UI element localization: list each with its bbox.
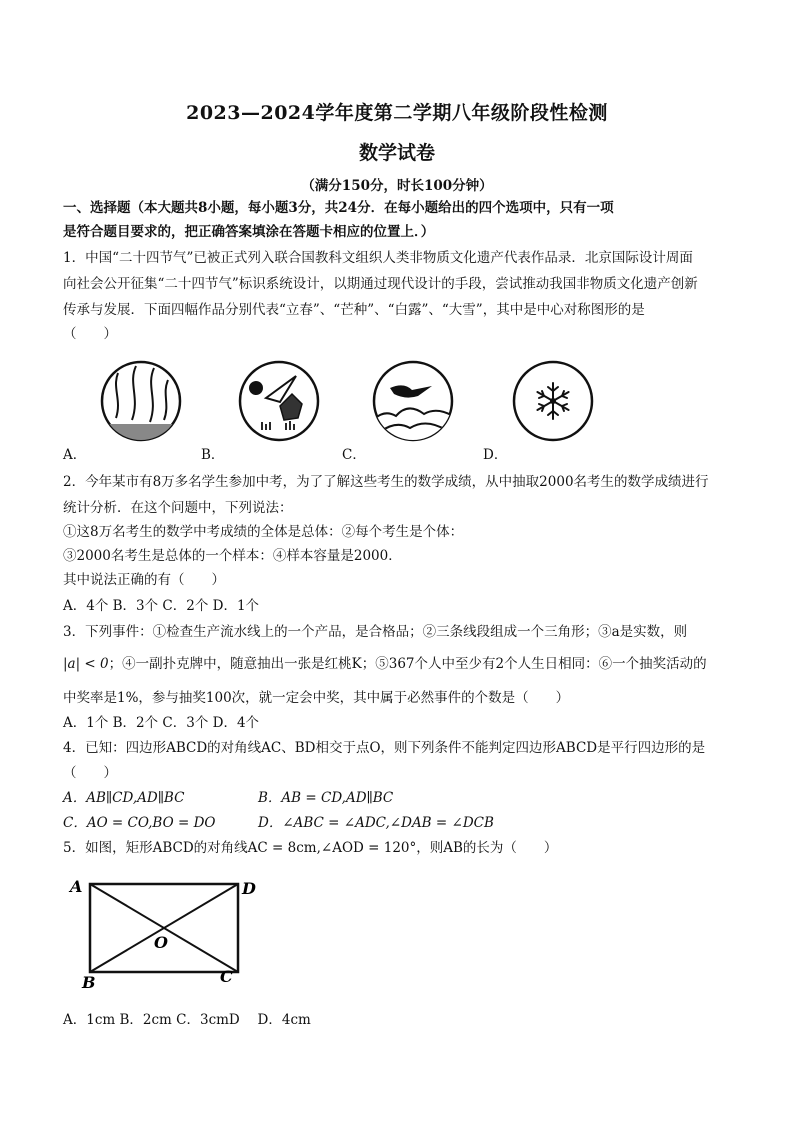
- exam-info: （满分150分，时长100分钟）: [301, 178, 493, 194]
- q1-option-d-label: D．: [483, 447, 508, 463]
- figure-c-bailu: [370, 358, 456, 444]
- q2-line1: 2．今年某市有8万多名学生参加中考，为了了解这些考生的数学成绩，从中抽取2000名考生的数学成绩进行: [63, 474, 709, 490]
- q5-label-o: O: [154, 933, 168, 952]
- q4-line2: （ ）: [63, 765, 117, 781]
- q4-line1: 4．已知：四边形ABCD的对角线AC、BD相交于点O，则下列条件不能判定四边形ABCD是平行四边形的是: [63, 740, 706, 756]
- q5-line1: 5．如图，矩形ABCD的对角线AC = 8cm,∠AOD = 120°，则AB的长为（ ）: [63, 840, 558, 856]
- q2-line2: 统计分析．在这个问题中，下列说法：: [63, 500, 293, 516]
- q4-option-d: D．∠ABC = ∠ADC,∠DAB = ∠DCB: [258, 815, 494, 831]
- q1-line3: 传承与发展．下面四幅作品分别代表“立春”、“芒种”、“白露”、“大雪”，其中是中心对称图形的是: [63, 302, 645, 318]
- q2-line4: ③2000名考生是总体的一个样本：④样本容量是2000．: [63, 548, 402, 564]
- q4-option-c: C．AO = CO,BO = DO: [63, 815, 216, 831]
- q3-options: A．1个 B．2个 C．3个 D．4个: [63, 715, 260, 731]
- q4-option-a: A．AB∥CD,AD∥BC: [63, 790, 185, 806]
- q5-label-c: C: [220, 967, 233, 986]
- q5-options: A．1cm B．2cm C．3cmD D．4cm: [63, 1012, 311, 1028]
- q1-line1: 1．中国“二十四节气”已被正式列入联合国教科文组织人类非物质文化遗产代表作品录．北京国际设计周面: [63, 250, 693, 266]
- q1-option-a-label: A．: [63, 447, 87, 463]
- q5-label-d: D: [242, 879, 256, 898]
- q1-option-c-label: C．: [342, 447, 366, 463]
- q1-line4: （ ）: [63, 326, 117, 342]
- section1-heading-line1: 一、选择题（本大题共8小题，每小题3分，共24分．在每小题给出的四个选项中，只有一项: [63, 200, 614, 216]
- q3-abs-expression: |a| < 0: [63, 656, 109, 672]
- q5-label-b: B: [82, 973, 96, 992]
- q2-line5: 其中说法正确的有（ ）: [63, 572, 225, 588]
- figure-d-daxue: [510, 358, 596, 444]
- exam-subject: 数学试卷: [358, 142, 435, 164]
- q4-option-b: B．AB = CD,AD∥BC: [258, 790, 394, 806]
- q3-line2-text: ；④一副扑克牌中，随意抽出一张是红桃K；⑤367个人中至少有2个人生日相同：⑥一个抽奖活动的: [108, 656, 707, 672]
- q5-label-a: A: [70, 877, 83, 896]
- figure-b-mangzhong: [236, 358, 322, 444]
- q1-option-b-label: B．: [201, 447, 225, 463]
- q3-line1: 3．下列事件：①检查生产流水线上的一个产品，是合格品；②三条线段组成一个三角形；③a是实数，则: [63, 624, 688, 640]
- q3-line3: 中奖率是1%，参与抽奖100次，就一定会中奖，其中属于必然事件的个数是（ ）: [63, 690, 570, 706]
- figure-a-lichun: [98, 358, 184, 444]
- section1-heading-line2: 是符合题目要求的，把正确答案填涂在答题卡相应的位置上．）: [63, 224, 435, 240]
- q2-options: A．4个 B．3个 C．2个 D．1个: [63, 598, 260, 614]
- q3-line2: [63, 654, 707, 674]
- q5-rectangle-figure: [62, 872, 262, 992]
- q1-line2: 向社会公开征集“二十四节气”标识系统设计，以期通过现代设计的手段，尝试推动我国非物质文化遗产创新: [63, 276, 698, 292]
- exam-title: 2023—2024学年度第二学期八年级阶段性检测: [186, 102, 608, 124]
- q2-line3: ①这8万名考生的数学中考成绩的全体是总体：②每个考生是个体：: [63, 524, 464, 540]
